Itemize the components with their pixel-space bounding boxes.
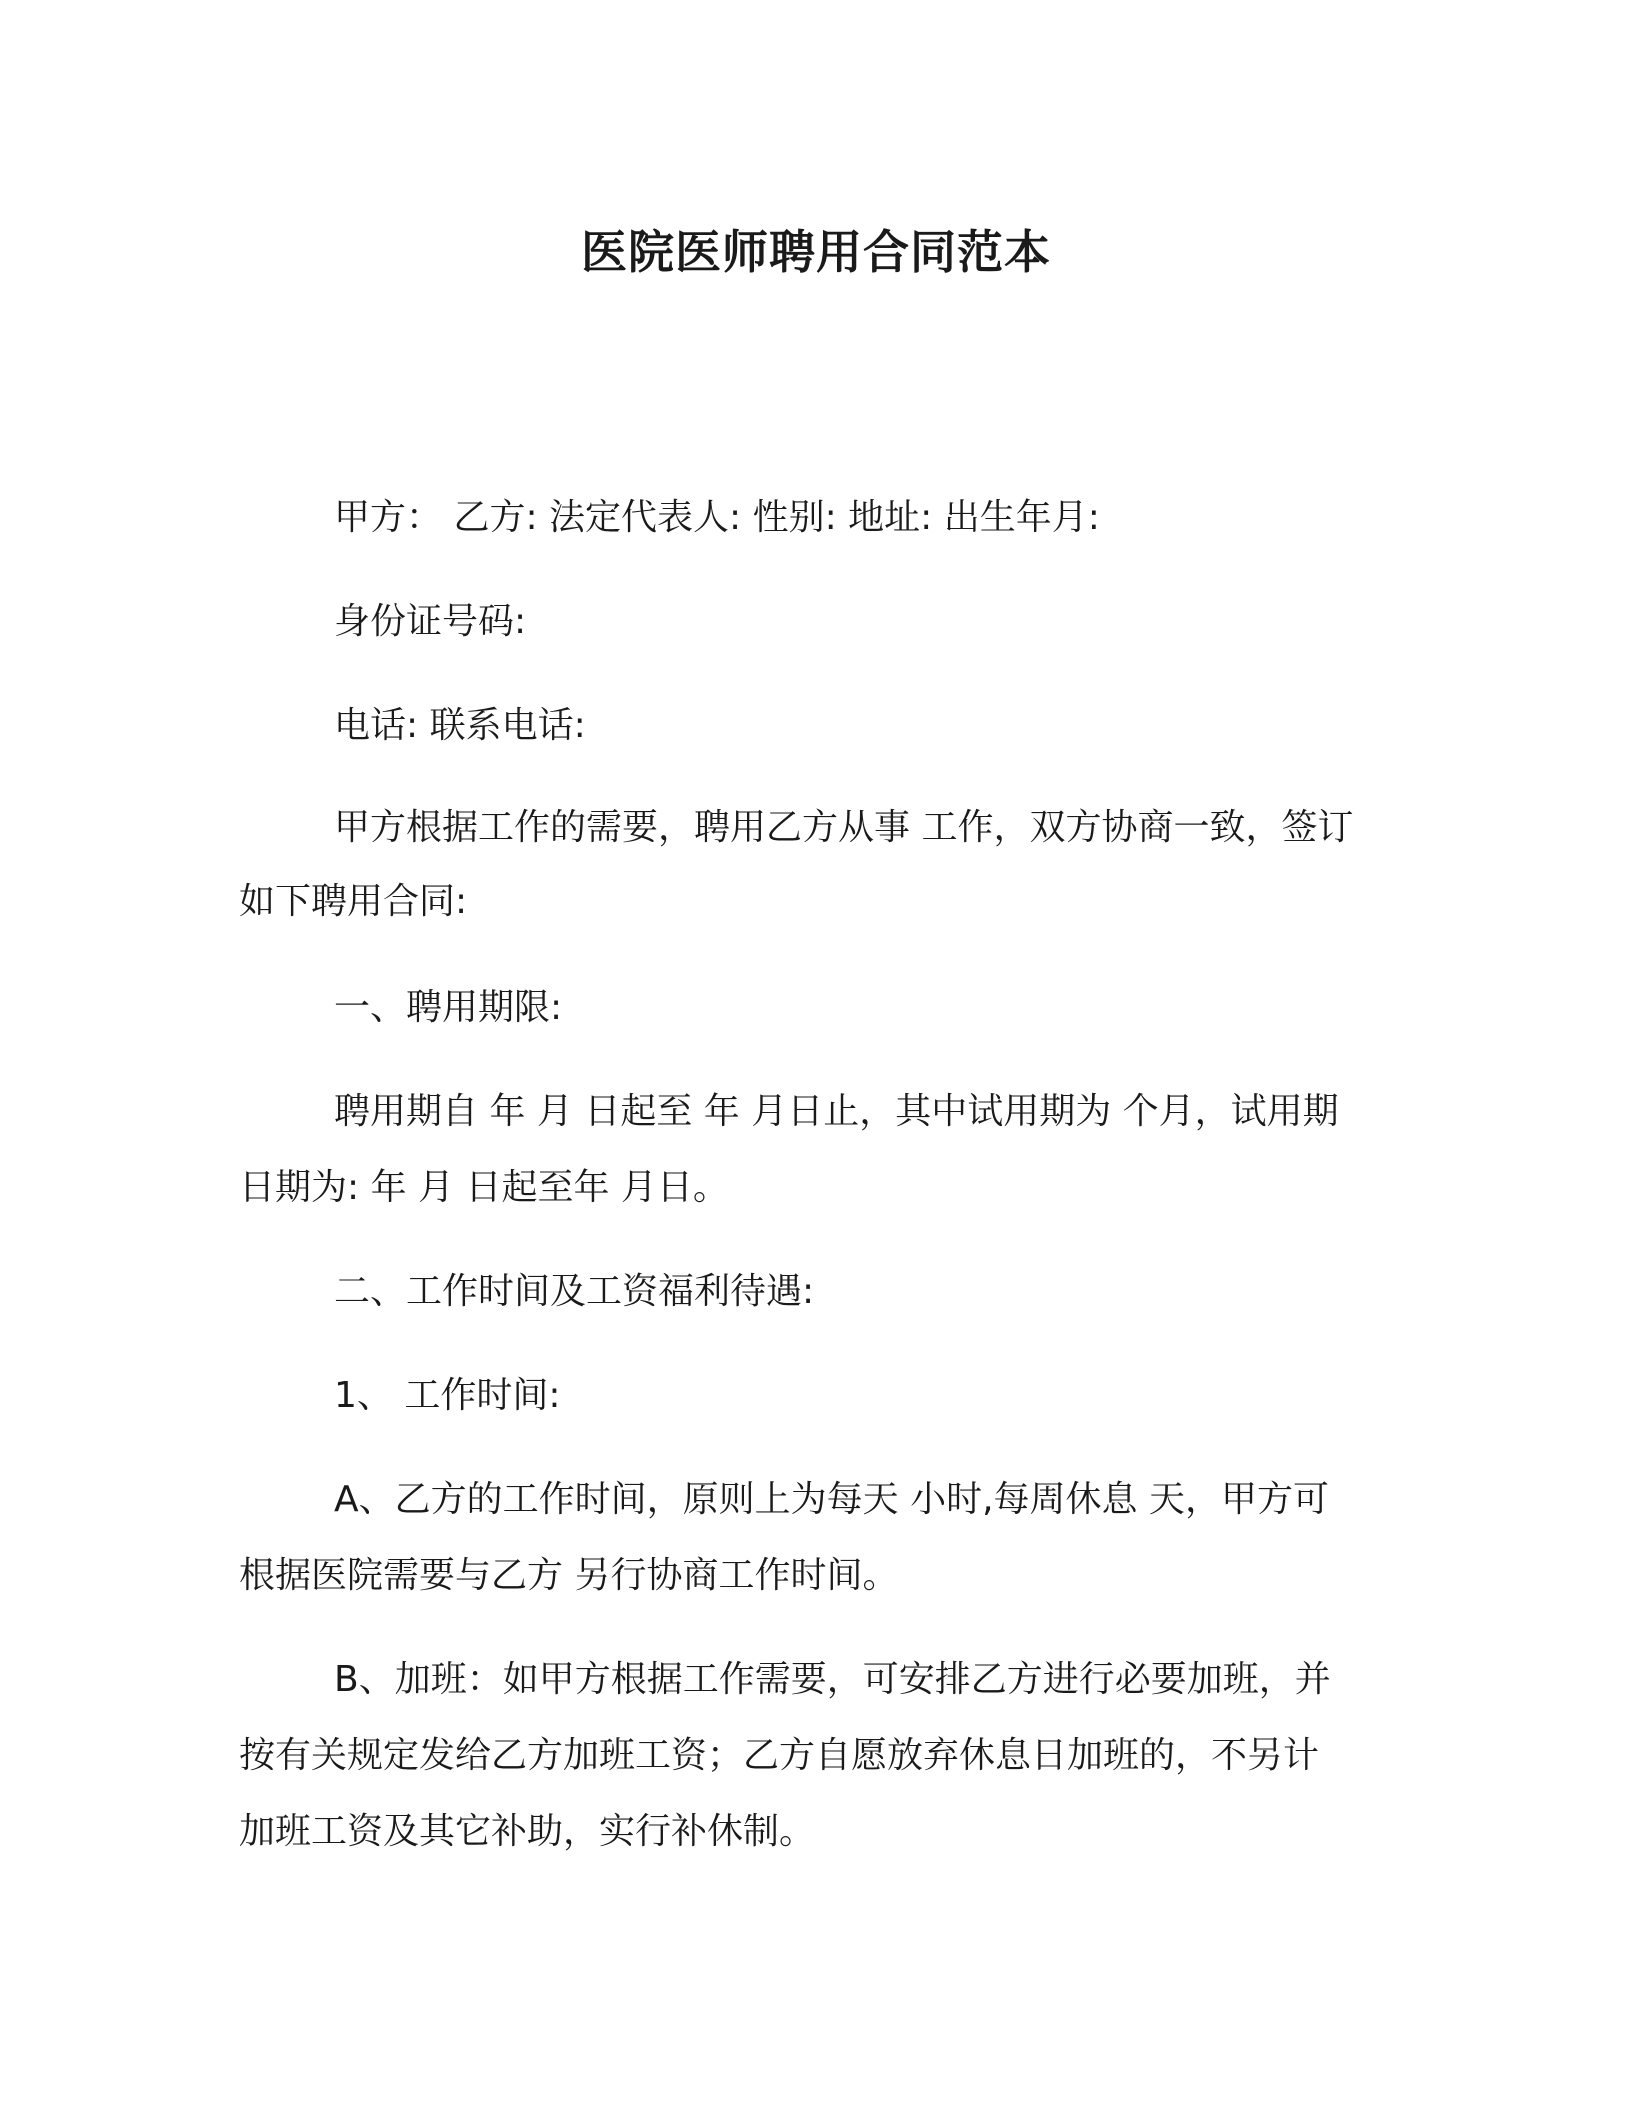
clause-a-line-1: A、乙方的工作时间，原则上为每天 小时,每周休息 天，甲方可 [334,1479,1329,1520]
term-line-1: 聘用期自 年 月 日起至 年 月日止，其中试用期为 个月，试用期 [334,1091,1339,1132]
clause-b-line-3: 加班工资及其它补助，实行补休制。 [239,1811,816,1852]
subsection-1-heading: 1、 工作时间: [334,1375,561,1416]
document-title: 医院医师聘用合同范本 [581,225,1051,279]
preamble-line-1: 甲方根据工作的需要，聘用乙方从事 工作，双方协商一致，签订 [334,807,1354,848]
phone-line: 电话: 联系电话: [334,705,586,746]
clause-b-line-1: B、加班：如甲方根据工作需要，可安排乙方进行必要加班，并 [334,1659,1331,1700]
preamble-line-2: 如下聘用合同: [239,881,468,922]
section-1-heading: 一、聘用期限: [334,987,563,1028]
clause-b-line-2: 按有关规定发给乙方加班工资；乙方自愿放弃休息日加班的，不另计 [239,1735,1320,1776]
section-2-heading: 二、工作时间及工资福利待遇: [334,1271,815,1312]
party-info-line: 甲方： 乙方: 法定代表人: 性别: 地址: 出生年月: [334,497,1100,538]
clause-a-line-2: 根据医院需要与乙方 另行协商工作时间。 [239,1555,899,1596]
id-number-line: 身份证号码: [334,601,527,642]
term-line-2: 日期为: 年 月 日起至年 月日。 [239,1167,729,1208]
